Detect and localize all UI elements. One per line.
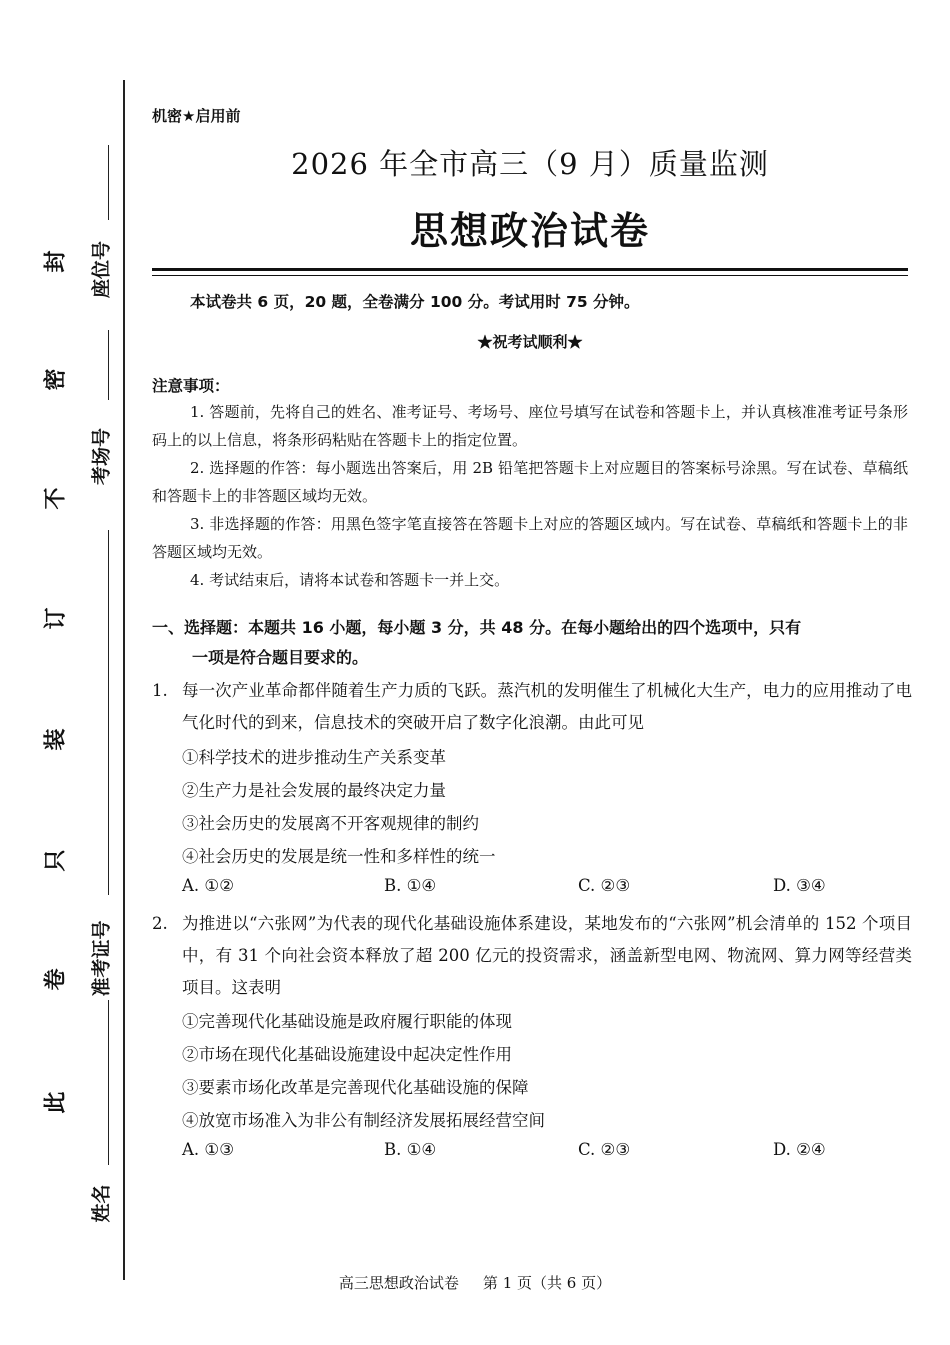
question-2-option: ②市场在现代化基础设施建设中起决定性作用: [182, 1045, 512, 1064]
question-1-choice-c: C. ②③: [578, 876, 631, 895]
notice-item: 1. 答题前，先将自己的姓名、准考证号、考场号、座位号填写在试卷和答题卡上，并认真核准准考证号条形码上的以上信息，将条形码粘贴在答题卡上的指定位置。: [152, 403, 908, 449]
question-1-choice-d: D. ③④: [773, 876, 826, 895]
section-heading-line2: 一项是符合题目要求的。: [192, 648, 369, 667]
title-rule-thick: [152, 268, 908, 271]
page-footer: [0, 1272, 950, 1293]
room-number-label: 考场号: [90, 428, 113, 486]
question-number: 1.: [152, 681, 168, 700]
admission-number-line: [108, 530, 109, 895]
question-text: 每一次产业革命都伴随着生产力质的飞跃。蒸汽机的发明催生了机械化大生产，电力的应用推动了电气化时代的到来，信息技术的突破开启了数字化浪潮。由此可见: [182, 681, 912, 732]
question-number: 2.: [152, 914, 168, 933]
good-luck-line: ★祝考试顺利★: [477, 333, 583, 351]
question-text: 为推进以“六张网”为代表的现代化基础设施体系建设，某地发布的“六张网”机会清单的 152 个项目中，有 31 个向社会资本释放了超 200 亿元的投资需求，涵盖新型电网、物流网、算力网等经营类项目。这表明: [182, 914, 912, 997]
question-2-option: ①完善现代化基础设施是政府履行职能的体现: [182, 1012, 512, 1031]
footer-subject: 高三思想政治试卷: [338, 1274, 459, 1292]
question-2-choice-d: D. ②④: [773, 1140, 826, 1159]
seal-char: 不: [43, 487, 69, 510]
admission-number-label: 准考证号: [90, 920, 113, 997]
seal-char: 卷: [43, 968, 69, 991]
title-rule-thin: [152, 275, 908, 276]
confidential-mark: 机密★启用前: [152, 107, 241, 125]
question-1-choice-b: B. ①④: [384, 876, 437, 895]
notice-item: 4. 考试结束后，请将本试卷和答题卡一并上交。: [190, 571, 510, 589]
seat-number-label: 座位号: [90, 241, 113, 299]
question-2-option: ④放宽市场准入为非公有制经济发展拓展经营空间: [182, 1111, 545, 1130]
question-1-option: ①科学技术的进步推动生产关系变革: [182, 748, 446, 767]
question-1-choice-a: A. ①②: [182, 876, 234, 895]
subject-title: 思想政治试卷: [409, 209, 650, 253]
section-heading: [152, 613, 910, 673]
name-line: [108, 1000, 109, 1165]
section-heading-line1: 一、选择题：本题共 16 小题，每小题 3 分，共 48 分。在每小题给出的四个选项中，只有: [152, 618, 802, 637]
question-1-option: ④社会历史的发展是统一性和多样性的统一: [182, 847, 496, 866]
seal-char: 只: [43, 849, 69, 872]
seal-char: 装: [43, 728, 69, 751]
question-1-option: ③社会历史的发展离不开客观规律的制约: [182, 814, 479, 833]
notice-title: 注意事项：: [152, 377, 230, 395]
seal-char: 封: [43, 250, 69, 273]
seat-number-line: [108, 145, 109, 220]
question-2-option: ③要素市场化改革是完善现代化基础设施的保障: [182, 1078, 529, 1097]
exam-intro: 本试卷共 6 页，20 题，全卷满分 100 分。考试用时 75 分钟。: [190, 293, 640, 311]
question-1-stem: [152, 675, 912, 739]
seal-char: 密: [43, 368, 69, 391]
question-1-option: ②生产力是社会发展的最终决定力量: [182, 781, 446, 800]
room-number-line: [108, 330, 109, 400]
question-2-stem: [152, 908, 912, 1004]
binding-line: [123, 80, 125, 1280]
notice-item: 3. 非选择题的作答：用黑色签字笔直接答在答题卡上对应的答题区域内。写在试卷、草稿纸和答题卡上的非答题区域均无效。: [152, 515, 908, 561]
question-2-choice-b: B. ①④: [384, 1140, 437, 1159]
footer-page-number: 第 1 页（共 6 页）: [482, 1274, 612, 1292]
seal-char: 此: [43, 1091, 69, 1114]
seal-char: 订: [43, 607, 69, 630]
notice-item: 2. 选择题的作答：每小题选出答案后，用 2B 铅笔把答题卡上对应题目的答案标号涂黑。写在试卷、草稿纸和答题卡上的非答题区域均无效。: [152, 459, 908, 505]
name-label: 姓名: [90, 1184, 113, 1223]
question-2-choice-a: A. ①③: [182, 1140, 234, 1159]
question-2-choice-c: C. ②③: [578, 1140, 631, 1159]
exam-title: 2026 年全市高三（9 月）质量监测: [291, 147, 769, 181]
